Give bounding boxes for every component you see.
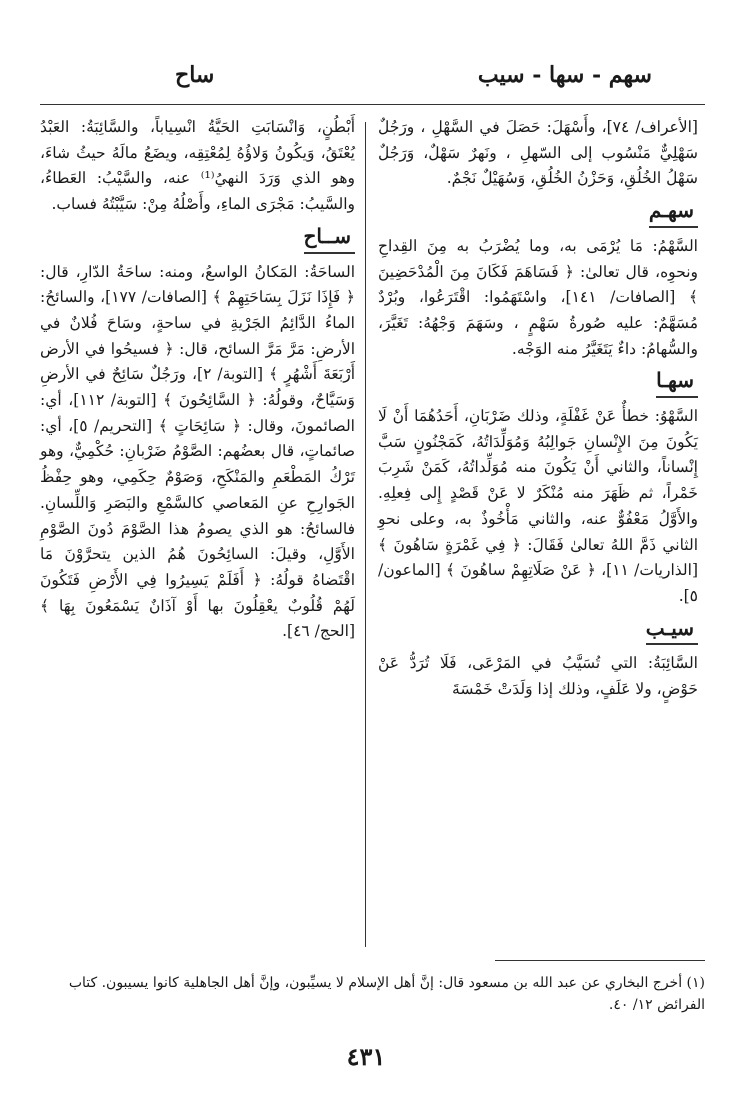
left-column xyxy=(40,115,355,645)
running-header-left: ساح xyxy=(175,62,215,88)
footnote: (١) أخرج البخاري عن عبد الله بن مسعود قال: إنَّ أهل الإسلام لا يسيِّبون، وإنَّ أهل الجاهلية كانوا يسيبون. كتاب الفرائض ١٢/ ٤٠. xyxy=(68,975,705,1013)
column-divider xyxy=(365,122,366,947)
entry-text-saha: السَّهْوُ: خطأٌ عَنْ غَفْلَةٍ، وذلك ضَرْبَانِ، أَحَدُهُمَا أَنْ لَا يَكُونَ مِنَ الإِنْسانِ جَوالِبُهُ وَمُوَلِّدَاتُهُ، كَمَجْنُونٍ سَبَّ إِنْساناً، والثاني أَنْ يَكُونَ منه مُوَلِّداتُهُ، كَمَنْ شَرِبَ خَمْراً، ثم ظَهَرَ منه مُنْكَرٌ لا عَنْ قَصْدٍ إِلى فِعلِهِ. والأَوَّلُ مَعْفُوٌّ عنه، والثاني مَأْخُوذٌ به، وعلى نحوِ الثاني ذَمَّ اللهُ تعالىٰ فَقَالَ: ﴿ فِي غَمْرَةٍ سَاهُونَ ﴾ [الذاريات/ ١١]، ﴿ عَنْ صَلَاتِهِمْ ساهُونَ ﴾ [الماعون/ ٥]. xyxy=(378,407,699,605)
entry-heading-wrap xyxy=(378,610,698,652)
entry-heading-sahm: سهـم xyxy=(649,198,698,228)
entry-heading-sayb: سيـب xyxy=(646,616,698,646)
footnote-rule xyxy=(495,960,705,961)
running-header-right: سهم - سها - سيب xyxy=(477,62,652,88)
left-column-intro: أَبْطُنٍ، وَانْسَابَتِ الحَيَّةُ انْسِياباً، والسَّائِبَةُ: العَبْدُ يُعْتَقُ، وَيكُونُ وَلاؤُهُ لِمُعْتِقِه، ويضَعُ مالَهُ حيثُ شاءَ، وهو الذي وَرَدَ النهيُ⁽¹⁾ عنه، والسَّيْبُ: العَطاءُ، والسَّيبُ: مَجْرَى الماءِ، وأَصْلُهُ مِنْ: سَيَّبْتُهُ فساب. xyxy=(40,118,355,214)
entry-heading-wrap xyxy=(40,218,355,260)
entry-text-sayb: السَّائِبَةُ: التي تُسَيَّبُ في المَرْعَى، فَلَا تُرَدُّ عَنْ حَوْضٍ، ولا عَلَفٍ، وذلك إذا وَلَدَتْ خَمْسَةَ xyxy=(378,654,698,699)
entry-heading-saha: سهـا xyxy=(656,368,698,398)
header-rule xyxy=(40,104,705,105)
entry-heading-wrap xyxy=(378,362,698,404)
entry-text-saah: الساحَةُ: المَكانُ الواسعُ، ومنه: ساحَةُ الدّارِ، قال: ﴿ فَإِذَا نَزَلَ بِسَاحَتِهِمْ ﴾ [الصافات/ ١٧٧]، والسائحُ: الماءُ الدَّائِمُ الجَرْيةِ في ساحةٍ، وسَاحَ فُلانٌ في الأرضِ: مَرَّ مَرَّ السائح، قال: ﴿ فسيحُوا في الأرض أَرْبَعَةَ أَشْهُرٍ ﴾ [التوبة/ ٢]، ورَجُلٌ سَائِحٌ في الأرضِ وَسَيَّاحٌ، وقولُهُ: ﴿ السَّائِحُونَ ﴾ [التوبة/ ١١٢]، أي: الصائمونَ، وقال: ﴿ سَائِحَاتٍ ﴾ [التحريم/ ٥]، أي: صائماتٍ، قال بعضُهم: الصَّوْمُ ضَرْبانِ: حُكْمِيٌّ، وهو تَرْكُ المَطْعَمِ والمَنْكَحِ، وَصَوْمٌ حِكَمِي، وهو حِفْظُ الجَوارِحِ عنِ المَعاصي كالسَّمْعِ والبَصَرِ وَاللِّسانِ. فالسائحُ: هو الذي يصومُ هذا الصَّوْمَ دُونَ الصَّوْمِ الأَوَّلِ، وقيلَ: السائِحُونَ هُمُ الذين يتحرَّوْنَ مَا اقْتَضاهُ قولُهُ: ﴿ أَفَلَمْ يَسِيرُوا فِي الأَرْضِ فَتَكُونَ لَهُمْ قُلُوبٌ يعْقِلُونَ بها أَوْ آذَانٌ يَسْمَعُونَ بِهَا ﴾ [الحج/ ٤٦]. xyxy=(40,262,356,641)
page-number: ٤٣١ xyxy=(346,1042,386,1071)
right-column-intro: [الأعراف/ ٧٤]، وأَسْهَلَ: حَصَلَ في السَّهْلِ ، ورَجُلٌ سَهْلِيٌّ مَنْسُوب إلى السّهلِ ، ونَهرٌ سَهْلٌ، وَرَجُلٌ سَهْلُ الخُلُقِ، وَحَزْنُ الخُلُقِ، وَسُهَيْلٌ نَجْمٌ. xyxy=(378,118,698,188)
entry-text-sahm: السَّهْمُ: مَا يُرْمَى به، وما يُضْرَبُ به مِنَ القِداحِ ونحوِه، قال تعالىٰ: ﴿ فَسَاهَمَ فَكَانَ مِنَ الْمُدْحَضِينَ ﴾ [الصافات/ ١٤١]، واسْتَهَمُوا: اقْتَرَعُوا، وبُرْدٌ مُسَهَّمٌ: عليه صُورةُ سَهْمٍ ، وسَهَمَ وَجْهُهُ: تَغَيَّرَ، والسُّهامُ: داءٌ يَتَغَيَّرُ منه الوَجْه. xyxy=(378,236,698,358)
entry-heading-wrap xyxy=(378,192,698,234)
entry-heading-saah: ســاح xyxy=(304,224,355,254)
right-column xyxy=(378,115,698,703)
